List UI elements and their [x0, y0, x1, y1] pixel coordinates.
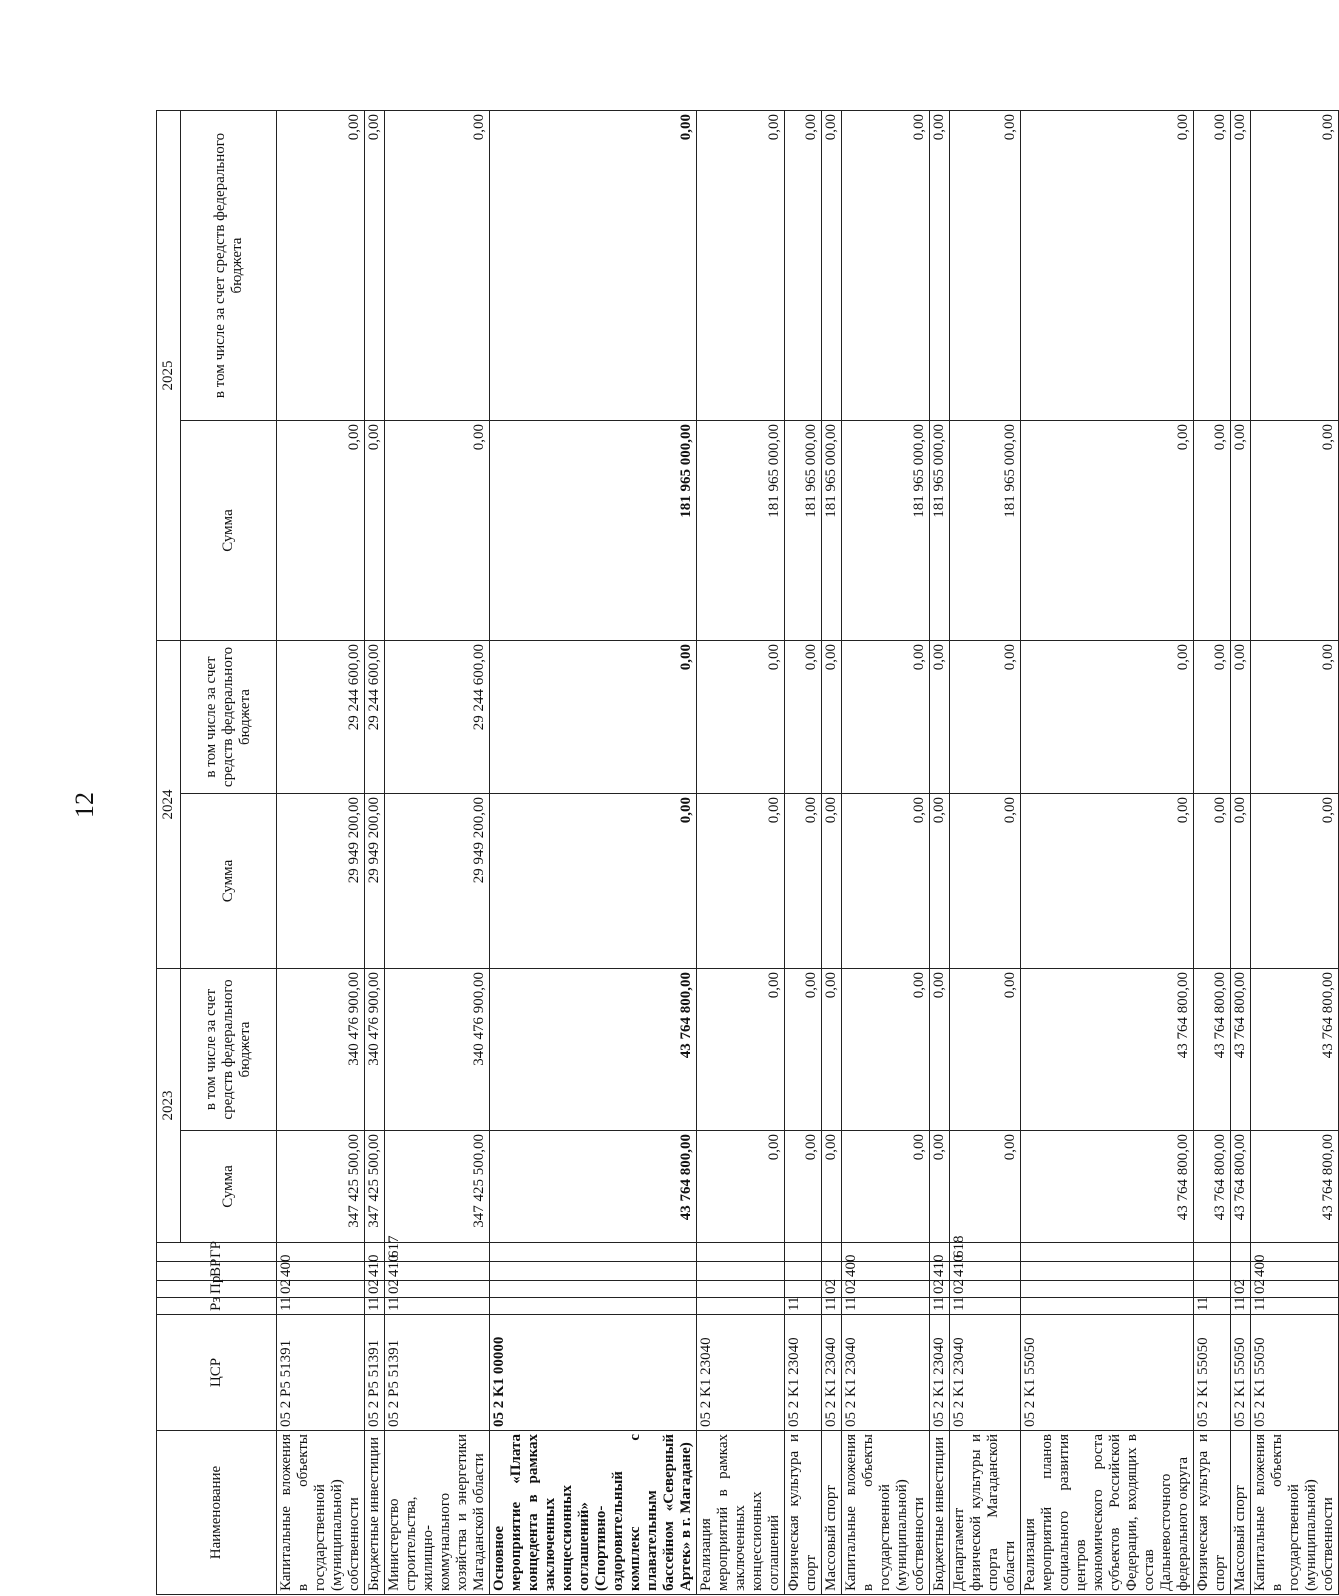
header-sum-2025: Сумма	[181, 421, 277, 641]
cell-sum-2025: 181 965 000,00	[950, 421, 1021, 641]
cell-fed-2025: 0,00	[697, 111, 785, 421]
cell-vr: 400	[842, 1262, 930, 1281]
table-row	[822, 111, 842, 1595]
cell-csr: 05 2 P5 51391	[385, 1315, 490, 1431]
cell-sum-2023: 0,00	[822, 1131, 842, 1243]
header-year-2025: 2025	[157, 111, 181, 641]
cell-fed-2023: 43 764 800,00	[1251, 969, 1339, 1131]
table-row	[490, 111, 697, 1595]
cell-fed-2024: 0,00	[1021, 641, 1194, 794]
cell-fed-2024: 0,00	[1194, 641, 1231, 794]
cell-name: Бюджетные инвестиции	[930, 1431, 950, 1595]
cell-sum-2023: 0,00	[950, 1131, 1021, 1243]
header-name: Наименование	[157, 1431, 277, 1595]
cell-pr	[785, 1281, 822, 1298]
cell-name: Физическая культура и спорт	[785, 1431, 822, 1595]
cell-sum-2025: 0,00	[1231, 421, 1251, 641]
header-csr: ЦСР	[157, 1315, 277, 1431]
cell-gr	[697, 1243, 785, 1262]
cell-csr: 05 2 K1 55050	[1251, 1315, 1339, 1431]
budget-table	[156, 110, 1339, 1595]
cell-sum-2023: 0,00	[785, 1131, 822, 1243]
cell-pr: 02	[1231, 1281, 1251, 1298]
cell-sum-2025: 0,00	[1251, 421, 1339, 641]
cell-vr: 410	[950, 1262, 1021, 1281]
cell-sum-2024: 0,00	[1231, 794, 1251, 969]
cell-fed-2023: 43 764 800,00	[1231, 969, 1251, 1131]
cell-fed-2024: 29 244 600,00	[277, 641, 365, 794]
cell-fed-2025: 0,00	[1231, 111, 1251, 421]
cell-sum-2025: 181 965 000,00	[697, 421, 785, 641]
cell-sum-2025: 181 965 000,00	[930, 421, 950, 641]
cell-gr: 618	[950, 1243, 1021, 1262]
cell-csr: 05 2 P5 51391	[277, 1315, 365, 1431]
cell-sum-2024: 29 949 200,00	[277, 794, 365, 969]
table-row	[1021, 111, 1194, 1595]
cell-fed-2024: 0,00	[950, 641, 1021, 794]
cell-vr: 410	[385, 1262, 490, 1281]
cell-rz: 11	[277, 1298, 365, 1315]
cell-pr	[1021, 1281, 1194, 1298]
header-fed-2023: в том числе за счет средств федерального бюджета	[181, 969, 277, 1131]
cell-fed-2024: 0,00	[842, 641, 930, 794]
cell-pr	[697, 1281, 785, 1298]
cell-rz: 11	[1251, 1298, 1339, 1315]
cell-sum-2025: 0,00	[385, 421, 490, 641]
cell-sum-2024: 29 949 200,00	[385, 794, 490, 969]
cell-csr: 05 2 K1 55050	[1021, 1315, 1194, 1431]
cell-sum-2023: 43 764 800,00	[490, 1131, 697, 1243]
cell-csr: 05 2 K1 23040	[822, 1315, 842, 1431]
cell-fed-2025: 0,00	[1021, 111, 1194, 421]
table-row	[842, 111, 930, 1595]
cell-name: Капитальные вложения в объекты государственной (муниципальной) собственности	[277, 1431, 365, 1595]
cell-vr	[1194, 1262, 1231, 1281]
cell-rz: 11	[842, 1298, 930, 1315]
table-row	[1231, 111, 1251, 1595]
cell-fed-2025: 0,00	[277, 111, 365, 421]
cell-gr	[1231, 1243, 1251, 1262]
header-pr: Пр	[157, 1281, 277, 1298]
cell-sum-2024: 29 949 200,00	[365, 794, 385, 969]
cell-sum-2024: 0,00	[1194, 794, 1231, 969]
header-vr: ВР	[157, 1262, 277, 1281]
cell-sum-2024: 0,00	[930, 794, 950, 969]
header-year-2023: 2023	[157, 969, 181, 1243]
cell-fed-2023: 340 476 900,00	[277, 969, 365, 1131]
cell-rz: 11	[1231, 1298, 1251, 1315]
cell-pr: 02	[930, 1281, 950, 1298]
cell-fed-2023: 43 764 800,00	[1021, 969, 1194, 1131]
cell-fed-2023: 0,00	[785, 969, 822, 1131]
cell-sum-2025: 181 965 000,00	[822, 421, 842, 641]
cell-csr: 05 2 K1 23040	[842, 1315, 930, 1431]
cell-rz: 11	[785, 1298, 822, 1315]
cell-csr: 05 2 K1 23040	[950, 1315, 1021, 1431]
cell-sum-2025: 0,00	[1194, 421, 1231, 641]
cell-gr	[490, 1243, 697, 1262]
cell-fed-2023: 0,00	[697, 969, 785, 1131]
cell-sum-2023: 347 425 500,00	[385, 1131, 490, 1243]
cell-fed-2025: 0,00	[842, 111, 930, 421]
table-row	[1251, 111, 1339, 1595]
cell-fed-2023: 340 476 900,00	[385, 969, 490, 1131]
header-rz: Рз	[157, 1298, 277, 1315]
cell-rz: 11	[930, 1298, 950, 1315]
cell-fed-2024: 0,00	[490, 641, 697, 794]
cell-fed-2024: 0,00	[1231, 641, 1251, 794]
header-sum-2024: Сумма	[181, 794, 277, 969]
cell-vr: 410	[365, 1262, 385, 1281]
cell-sum-2025: 181 965 000,00	[842, 421, 930, 641]
cell-rz: 11	[822, 1298, 842, 1315]
cell-fed-2023: 0,00	[842, 969, 930, 1131]
cell-pr: 02	[365, 1281, 385, 1298]
header-fed-2025: в том числе за счет средств федерального бюджета	[181, 111, 277, 421]
cell-sum-2023: 43 764 800,00	[1251, 1131, 1339, 1243]
cell-rz	[1021, 1298, 1194, 1315]
cell-vr	[1021, 1262, 1194, 1281]
cell-sum-2023: 43 764 800,00	[1194, 1131, 1231, 1243]
cell-rz: 11	[365, 1298, 385, 1315]
cell-vr	[785, 1262, 822, 1281]
cell-csr: 05 2 P5 51391	[365, 1315, 385, 1431]
cell-sum-2023: 43 764 800,00	[1231, 1131, 1251, 1243]
cell-fed-2023: 0,00	[822, 969, 842, 1131]
cell-rz	[490, 1298, 697, 1315]
cell-rz: 11	[950, 1298, 1021, 1315]
header-sum-2023: Сумма	[181, 1131, 277, 1243]
cell-csr: 05 2 K1 23040	[930, 1315, 950, 1431]
cell-sum-2025: 0,00	[277, 421, 365, 641]
cell-name: Физическая культура и спорт	[1194, 1431, 1231, 1595]
cell-fed-2024: 29 244 600,00	[385, 641, 490, 794]
cell-pr	[490, 1281, 697, 1298]
cell-pr: 02	[822, 1281, 842, 1298]
cell-pr	[1194, 1281, 1231, 1298]
cell-sum-2023: 347 425 500,00	[277, 1131, 365, 1243]
cell-sum-2023: 0,00	[697, 1131, 785, 1243]
cell-sum-2024: 0,00	[490, 794, 697, 969]
cell-name: Реализация мероприятий планов социального развития центров экономического роста субъектов Российской Федерации, входящих в состав Дальневосточного федерального округа	[1021, 1431, 1194, 1595]
cell-pr: 02	[1251, 1281, 1339, 1298]
cell-fed-2024: 0,00	[930, 641, 950, 794]
rotated-table-container	[156, 111, 1336, 1595]
cell-fed-2023: 340 476 900,00	[365, 969, 385, 1131]
cell-sum-2023: 0,00	[842, 1131, 930, 1243]
cell-sum-2025: 0,00	[1021, 421, 1194, 641]
cell-vr: 400	[277, 1262, 365, 1281]
cell-sum-2024: 0,00	[1251, 794, 1339, 969]
cell-name: Основное мероприятие «Плата концедента в рамках заключенных концессионных соглашений» (Спортивно-оздоровительный комплекс с плавательным бассейном «Северный Артек» в г. Магадане)	[490, 1431, 697, 1595]
cell-pr: 02	[277, 1281, 365, 1298]
cell-fed-2025: 0,00	[1251, 111, 1339, 421]
cell-sum-2023: 0,00	[930, 1131, 950, 1243]
table-row	[785, 111, 822, 1595]
header-row-years	[157, 111, 181, 1595]
header-year-2024: 2024	[157, 641, 181, 969]
cell-csr: 05 2 K1 55050	[1231, 1315, 1251, 1431]
cell-fed-2024: 0,00	[785, 641, 822, 794]
cell-name: Реализация мероприятий в рамках заключенных концессионных соглашений	[697, 1431, 785, 1595]
cell-rz	[697, 1298, 785, 1315]
cell-vr: 400	[1251, 1262, 1339, 1281]
cell-sum-2024: 0,00	[697, 794, 785, 969]
cell-fed-2025: 0,00	[1194, 111, 1231, 421]
cell-sum-2024: 0,00	[822, 794, 842, 969]
cell-fed-2024: 0,00	[697, 641, 785, 794]
cell-name: Бюджетные инвестиции	[365, 1431, 385, 1595]
cell-fed-2024: 0,00	[822, 641, 842, 794]
cell-fed-2023: 43 764 800,00	[1194, 969, 1231, 1131]
cell-fed-2023: 0,00	[950, 969, 1021, 1131]
cell-fed-2025: 0,00	[785, 111, 822, 421]
cell-fed-2024: 29 244 600,00	[365, 641, 385, 794]
table-row	[277, 111, 365, 1595]
cell-gr	[822, 1243, 842, 1262]
cell-gr: 617	[385, 1243, 490, 1262]
cell-fed-2025: 0,00	[822, 111, 842, 421]
table-row	[950, 111, 1021, 1595]
cell-vr	[822, 1262, 842, 1281]
cell-pr: 02	[385, 1281, 490, 1298]
cell-name: Департамент физической культуры и спорта Магаданской области	[950, 1431, 1021, 1595]
cell-fed-2023: 0,00	[930, 969, 950, 1131]
table-row	[697, 111, 785, 1595]
cell-pr: 02	[842, 1281, 930, 1298]
cell-gr	[785, 1243, 822, 1262]
cell-sum-2025: 0,00	[365, 421, 385, 641]
cell-sum-2023: 43 764 800,00	[1021, 1131, 1194, 1243]
cell-fed-2023: 43 764 800,00	[490, 969, 697, 1131]
cell-fed-2025: 0,00	[950, 111, 1021, 421]
cell-fed-2024: 0,00	[1251, 641, 1339, 794]
cell-fed-2025: 0,00	[385, 111, 490, 421]
cell-fed-2025: 0,00	[365, 111, 385, 421]
cell-name: Министерство строительства, жилищно-коммунального хозяйства и энергетики Магаданской области	[385, 1431, 490, 1595]
cell-csr: 05 2 K1 23040	[785, 1315, 822, 1431]
cell-fed-2025: 0,00	[490, 111, 697, 421]
cell-fed-2025: 0,00	[930, 111, 950, 421]
cell-gr	[1021, 1243, 1194, 1262]
cell-name: Массовый спорт	[1231, 1431, 1251, 1595]
cell-sum-2025: 181 965 000,00	[490, 421, 697, 641]
cell-vr	[490, 1262, 697, 1281]
table-row	[930, 111, 950, 1595]
table-row	[385, 111, 490, 1595]
cell-name: Капитальные вложения в объекты государственной (муниципальной) собственности	[842, 1431, 930, 1595]
cell-vr	[697, 1262, 785, 1281]
cell-gr	[1194, 1243, 1231, 1262]
table-row	[365, 111, 385, 1595]
cell-sum-2024: 0,00	[785, 794, 822, 969]
header-fed-2024: в том числе за счет средств федерального бюджета	[181, 641, 277, 794]
page-number: 12	[70, 792, 99, 818]
cell-sum-2024: 0,00	[1021, 794, 1194, 969]
cell-sum-2024: 0,00	[950, 794, 1021, 969]
cell-sum-2025: 181 965 000,00	[785, 421, 822, 641]
cell-pr: 02	[950, 1281, 1021, 1298]
header-gr: ГР	[157, 1243, 277, 1262]
cell-vr: 410	[930, 1262, 950, 1281]
cell-name: Массовый спорт	[822, 1431, 842, 1595]
cell-vr	[1231, 1262, 1251, 1281]
cell-name: Капитальные вложения в объекты государственной (муниципальной) собственности	[1251, 1431, 1339, 1595]
cell-sum-2024: 0,00	[842, 794, 930, 969]
cell-rz: 11	[385, 1298, 490, 1315]
table-row	[1194, 111, 1231, 1595]
cell-csr: 05 2 K1 23040	[697, 1315, 785, 1431]
cell-rz: 11	[1194, 1298, 1231, 1315]
cell-csr: 05 2 K1 00000	[490, 1315, 697, 1431]
cell-sum-2023: 347 425 500,00	[365, 1131, 385, 1243]
cell-csr: 05 2 K1 55050	[1194, 1315, 1231, 1431]
